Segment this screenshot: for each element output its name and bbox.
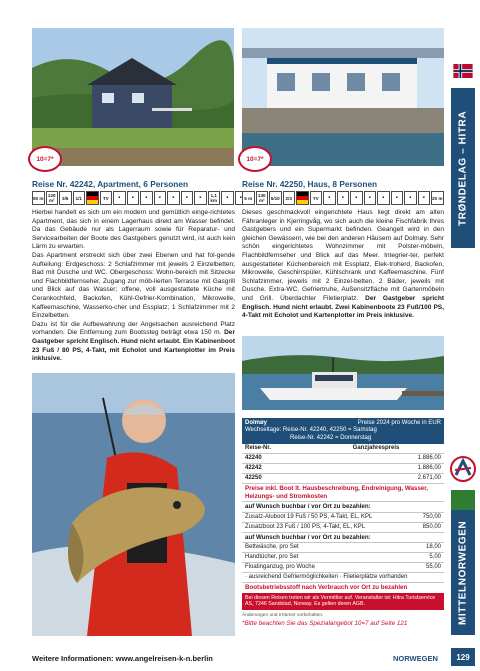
bathrooms-icon — [73, 191, 86, 205]
footer-info: Weitere Informationen: www.angelreisen-k-n.berlin — [32, 654, 213, 663]
table-row — [242, 513, 444, 523]
grill-icon: ▪ — [377, 191, 390, 205]
description-bold: Der Gastgeber spricht Englisch. Hund nicht erlaubt. Ein Kabinenboot 23 Fuß / 80 PS, 4-Takt, mit Echolot und Kartenplotter im Preis inklusive. — [32, 329, 235, 363]
lift-icon: ▪ — [194, 191, 207, 205]
grill-icon: ▪ — [167, 191, 180, 205]
flag-de-icon — [86, 191, 99, 205]
extra-price: 750,00 — [413, 513, 444, 523]
extras-table-2 — [242, 543, 444, 583]
distance-water-icon — [242, 191, 255, 205]
boat-distance-icon — [431, 191, 444, 205]
photo-boat-graphic — [242, 336, 444, 410]
change-days: Wechseltage: Reise-Nr. 42240, 42250 = Samstag — [245, 427, 377, 434]
table-row — [242, 474, 444, 484]
table-row — [242, 553, 444, 563]
wifi-icon: ▪ — [323, 191, 336, 205]
extra-label: Bettwäsche, pro Set — [242, 543, 400, 553]
trip-number: 42242 — [242, 464, 308, 474]
extra-price: 5,00 — [400, 553, 444, 563]
photo-house-42250 — [242, 28, 444, 166]
table-row — [242, 543, 444, 553]
fireplace-icon: ▪ — [364, 191, 377, 205]
tv-icon — [100, 191, 113, 205]
table-row — [242, 464, 444, 474]
norway-flag-icon — [453, 64, 473, 78]
fireplace-icon: ▪ — [154, 191, 167, 205]
icon-value: 50 m — [33, 195, 44, 201]
agent-note: Bei diesen Reisen treten wir als Vermittler auf. Veranstalter ist: Hitra Turistservice AS, 7246 Sandstad, Norway. Es gelten deren AGB. — [242, 593, 444, 610]
price-includes-note: Preise inkl. Boot lt. Hausbeschreibung, Endreinigung, Wasser, Heizungs- und Stromkosten — [242, 484, 444, 502]
description-paragraph: Hierbei handelt es sich um ein modern und gemütlich einge-richtetes Apartment, das sich in einem Lagerhaus direkt am Wasser befindet. Da das Gebäude nur als Lagerraum sowie für Reparatur- und Servicearbeiten der Boote des Gastgebers genutzt wird, ist auch kein Lärm zu erwarten. — [32, 209, 235, 251]
listing-title-42242: Reise Nr. 42242, Apartment, 6 Personen — [32, 179, 189, 189]
change-days: Reise-Nr. 42242 = Donnerstag — [290, 434, 372, 441]
icon-value: 5 m — [244, 195, 253, 201]
dishwasher-icon: ▪ — [127, 191, 140, 205]
table-row — [242, 522, 444, 532]
photo-house-graphic — [242, 28, 444, 166]
norway-flag-graphic — [453, 64, 473, 78]
place-name: Dolmøy — [245, 420, 268, 426]
no-smoking-icon: ▪ — [235, 191, 248, 205]
flag-de-icon — [296, 191, 309, 205]
table-row — [242, 454, 444, 464]
shop-distance-icon — [208, 191, 221, 205]
bookable-section-heading: auf Wunsch buchbar / vor Ort zu bezahlen: — [242, 502, 444, 513]
price-table — [242, 418, 444, 627]
icon-value: 1/1 — [75, 195, 82, 201]
icon-value: TV — [312, 195, 319, 201]
description-text: Dazu ist für die Aufbewahrung der Angelsachen ausreichend Platz vorhanden. Die Entfernung zum Bootssteg beträgt etwa 150 m. — [32, 320, 235, 337]
region-label-bottom: MITTELNORWEGEN — [451, 510, 475, 635]
photo-apartment-42242 — [32, 28, 234, 166]
brand-logo-icon — [449, 455, 477, 483]
listing-description-42250 — [242, 209, 444, 321]
feature-icons-42242 — [32, 191, 247, 205]
lift-icon: ▪ — [404, 191, 417, 205]
price-value: 1.886,00 — [331, 454, 444, 464]
listing-title-42250: Reise Nr. 42250, Haus, 8 Personen — [242, 179, 378, 189]
description-paragraph: Das Apartment erstreckt sich über zwei Ebenen und hat fol-gende Aufteilung: Erdgeschoss: 2 Schlafzimmer mit jeweils 2 Einzelbetten; Bad mit Dusche und WC. Obergeschoss: Wohn-bereich mit Sitzecke und Flachbildfernseher, Zugang zur möb-lierten Terrasse mit Gasgrill und Blick auf das Wasser; offene, voll ausgestattete Küche mit Cerankochfeld, Backofen, Kühl-Gefrier-Kombination, Mikrowelle, Kaffeemaschine, Wasserko-cher und Essplatz; 1 Schlafzimmer mit 2 Einzelbetten. — [32, 251, 235, 320]
column-header: Ganzjahrespreis — [308, 444, 444, 454]
bedrooms-icon — [269, 191, 282, 205]
trip-number: 42250 — [242, 474, 308, 484]
column-header: Reise-Nr. — [242, 444, 308, 454]
icon-value: 130 m² — [257, 193, 266, 203]
photo-angler-graphic — [32, 373, 235, 636]
offer-badge-10-7: 10=7* — [238, 146, 272, 172]
icon-value: 3/6 — [62, 195, 69, 201]
price-year-label: Preise 2024 pro Woche in EUR — [357, 420, 441, 426]
extra-price: 55,00 — [400, 563, 444, 573]
region-label-top: TRØNDELAG – HITRA — [451, 88, 475, 248]
page-number: 129 — [451, 648, 475, 666]
listing-description-42242 — [32, 209, 235, 364]
distance-water-icon — [32, 191, 45, 205]
icon-value: 2/3 — [285, 195, 292, 201]
extra-label: Zusatzboot 23 Fuß / 100 PS, 4-Takt, EL, KPL — [242, 522, 413, 532]
table-row — [242, 563, 444, 573]
price-rows-table — [242, 444, 444, 484]
extra-label: Handtücher, pro Set — [242, 553, 400, 563]
fuel-note: Bootsbetriebsstoff nach Verbrauch vor Ort zu bezahlen — [245, 584, 408, 592]
area-icon — [46, 191, 59, 205]
wifi-icon: ▪ — [113, 191, 126, 205]
description-text: Dieses geschmackvoll eingerichtete Haus liegt direkt am alten Fähranleger in Kjerringvåg, wo sich auch die kleine Fischfabrik Ihres Gastgebers und ein Supermarkt befinden. Geangelt wird in den gleichen Gewässern, wie bei den anderen Häusern auf Dolmøy. Sehr schön eingerichtetes Wohnzimmer mit Polster-möbeln, Flachbildfernseher und Blick auf das Meer. Integrier-ter, perfekt ausgestatteter Küchenbereich mit Essplatz, Elek-troherd, Backofen, Mikrowelle, Geschirrspüler, Kühlschrank und Kaffeemaschine. Fünf Schlafzimmer, jeweils mit 2 Einzel-betten. 2 Bäder, jeweils mit Dusche. Extra-WC. Gefriertruhe, Außensitzfläche mit Gartenmöbeln und Grill. Überdachter Filetierplatz. — [242, 209, 444, 302]
bookable-section-heading: auf Wunsch buchbar / vor Ort zu bezahlen: — [242, 533, 444, 544]
washing-machine-icon: ▪ — [350, 191, 363, 205]
brand-logo-graphic — [449, 455, 477, 483]
offer-badge-10-7: 10=7* — [28, 146, 62, 172]
photo-angler-with-fish — [32, 373, 235, 636]
icon-value: 1,1 km — [210, 193, 218, 203]
price-value: 2.671,00 — [331, 474, 444, 484]
price-value: 1.886,00 — [331, 464, 444, 474]
description-paragraph — [242, 209, 444, 321]
tv-icon — [310, 191, 323, 205]
bathrooms-icon — [283, 191, 296, 205]
photo-apartment-graphic — [32, 28, 234, 166]
shop-icon: ▪ — [418, 191, 431, 205]
description-bold: Der Gastgeber spricht Englisch. Hund nicht erlaubt. Zwei Kabinenboote 23 Fuß/100 PS, 4-Takt mit Echolot und Kartenplotter im Preis inklusive. — [242, 294, 445, 320]
dishwasher-icon: ▪ — [337, 191, 350, 205]
photo-boat — [242, 336, 444, 410]
washing-machine-icon: ▪ — [140, 191, 153, 205]
extra-price: 850,00 — [413, 522, 444, 532]
icon-value: 120 m² — [47, 193, 56, 203]
region-color-strip — [451, 490, 475, 510]
no-pets-icon: ▪ — [221, 191, 234, 205]
extra-label: Floatinganzug, pro Woche — [242, 563, 400, 573]
table-header-row — [242, 444, 444, 454]
freezer-icon: ▪ — [391, 191, 404, 205]
extra-label: Zusatz-Aluboot 19 Fuß / 50 PS, 4-Takt, EL, KPL — [242, 513, 413, 523]
description-paragraph — [32, 321, 235, 364]
bedrooms-icon — [59, 191, 72, 205]
icon-value: 20 m — [432, 195, 443, 201]
changes-note: Änderungen und Irrtümer vorbehalten. — [242, 612, 324, 618]
freezer-icon: ▪ — [181, 191, 194, 205]
freezer-note: · ausreichend Gefriermöglichkeiten · Filetierplätze vorhanden — [242, 573, 444, 583]
extras-table — [242, 513, 444, 533]
trip-number: 42240 — [242, 454, 308, 464]
footer-country: NORWEGEN — [393, 654, 438, 663]
price-table-header — [242, 418, 444, 444]
feature-icons-42250 — [242, 191, 444, 205]
table-row — [242, 573, 444, 583]
extra-price: 18,00 — [400, 543, 444, 553]
special-offer-note: *Bitte beachten Sie das Spezialangebot 10=7 auf Seite 121 — [242, 619, 408, 627]
icon-value: 5/10 — [270, 195, 280, 201]
icon-value: TV — [102, 195, 109, 201]
area-icon — [256, 191, 269, 205]
